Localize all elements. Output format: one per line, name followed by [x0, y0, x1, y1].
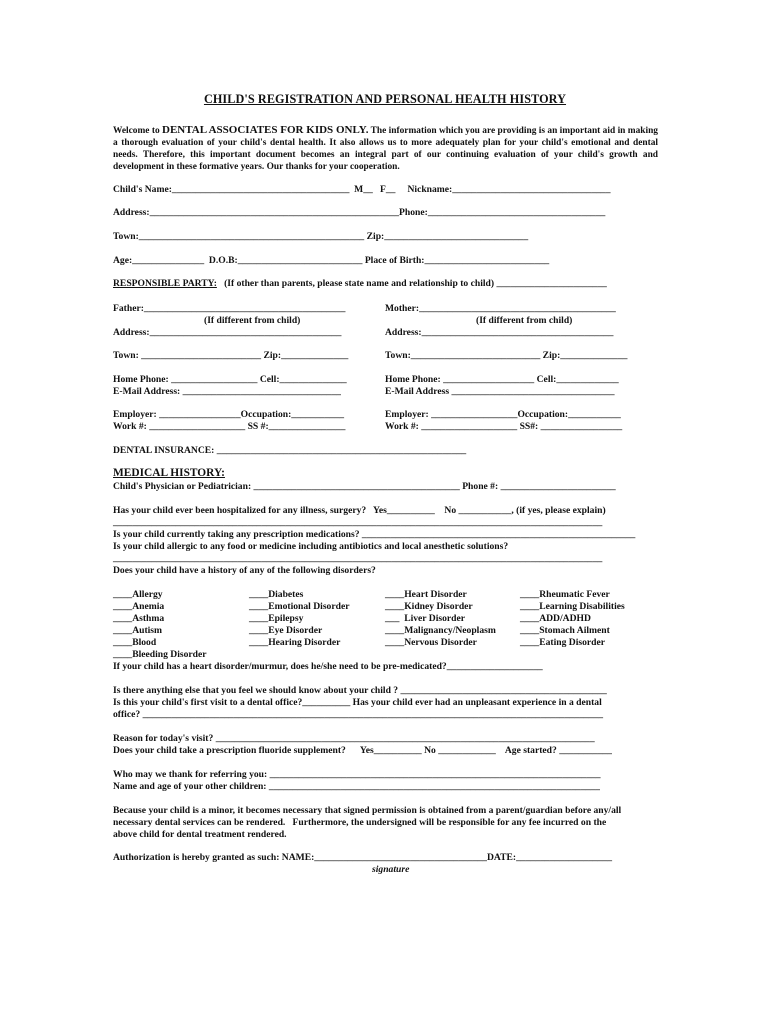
authorization-field[interactable]: Authorization is hereby granted as such: NAME:____________________________________DATE:____________________ — [113, 852, 613, 863]
mother-email-field[interactable]: E-Mail Address __________________________________ — [385, 386, 615, 397]
father-field[interactable]: Father:__________________________________________ — [113, 303, 346, 314]
intro-paragraph — [113, 124, 658, 173]
disorder-item[interactable]: ____Asthma — [113, 613, 165, 624]
address-phone-field[interactable]: Address:____________________________________________________Phone:_____________________________________ — [113, 207, 606, 218]
disorder-item[interactable]: ____Bleeding Disorder — [113, 649, 207, 660]
unpleasant-experience-line[interactable]: office? ________________________________________________________________________________________________ — [113, 709, 604, 720]
physician-field[interactable]: Child's Physician or Pediatrician: ___________________________________________ Phone #: ________________________ — [113, 481, 616, 492]
mother-field[interactable]: Mother:_________________________________________ — [385, 303, 616, 314]
disorder-item[interactable]: ____Anemia — [113, 601, 165, 612]
visit-reason-field[interactable]: Reason for today's visit? _______________________________________________________________________________ — [113, 733, 595, 744]
hospitalized-question[interactable]: Has your child ever been hospitalized for any illness, surgery? Yes__________ No ___________, (if yes, please explain) — [113, 505, 606, 516]
father-if-different-note: (If different from child) — [204, 315, 301, 326]
disorder-item[interactable]: ____Malignancy/Neoplasm — [385, 625, 496, 636]
form-title: CHILD'S REGISTRATION AND PERSONAL HEALTH HISTORY — [203, 92, 567, 106]
disorder-item[interactable]: ____Kidney Disorder — [385, 601, 473, 612]
disorder-item[interactable]: ____Allergy — [113, 589, 163, 600]
disorder-item[interactable]: ____Autism — [113, 625, 163, 636]
disorder-item[interactable]: ____Epilepsy — [249, 613, 304, 624]
consent-text-line: Because your child is a minor, it becomes necessary that signed permission is obtained from a parent/guardian before any/all — [113, 805, 622, 816]
disorder-item[interactable]: ____Hearing Disorder — [249, 637, 341, 648]
disorder-item[interactable]: ____Stomach Ailment — [520, 625, 610, 636]
referral-field[interactable]: Who may we thank for referring you: _____________________________________________________________________ — [113, 769, 601, 780]
disorder-item[interactable]: ___ Liver Disorder — [385, 613, 466, 624]
responsible-party-instructions: (If other than parents, please state name and relationship to child) _______________________ — [216, 278, 607, 289]
fluoride-question[interactable]: Does your child take a prescription fluoride supplement? Yes__________ No ____________ Age started? ___________ — [113, 745, 612, 756]
consent-text-line: above child for dental treatment rendered. — [113, 829, 287, 840]
mother-address-field[interactable]: Address:________________________________________ — [385, 327, 614, 338]
disorder-item[interactable]: ____Eye Disorder — [249, 625, 323, 636]
disorder-item[interactable]: ____Rheumatic Fever — [520, 589, 610, 600]
mother-home-phone-field[interactable]: Home Phone: ___________________ Cell:_____________ — [385, 374, 619, 385]
prescription-question[interactable]: Is your child currently taking any prescription medications? _________________________________________________________ — [113, 529, 636, 540]
consent-text-line: necessary dental services can be rendered. Furthermore, the undersigned will be responsible for any fee incurred on the — [113, 817, 607, 828]
child-name-field[interactable]: Child's Name:_____________________________________ M__ F__ Nickname:_________________________________ — [113, 184, 611, 195]
disorder-item[interactable]: ____Blood — [113, 637, 157, 648]
intro-welcome: Welcome to — [113, 126, 163, 136]
town-zip-field[interactable]: Town:_______________________________________________ Zip:______________________________ — [113, 231, 529, 242]
allergy-question: Is your child allergic to any food or medicine including antibiotics and local anesthetic solutions? — [113, 541, 509, 552]
intro-text: The information which you are providing is an important aid in making a thorough evaluation of your child's dental health. It also allows us to more adequately plan for your child's emotional and dental needs. Therefore, this important document becomes an integral part of our continuing evaluation of your child's growth and development in these formative years. Our thanks for your cooperation. — [113, 126, 658, 173]
father-employer-field[interactable]: Employer: _________________Occupation:___________ — [113, 409, 345, 420]
mother-employer-field[interactable]: Employer: __________________Occupation:___________ — [385, 409, 621, 420]
mother-town-zip-field[interactable]: Town:___________________________ Zip:______________ — [385, 350, 628, 361]
father-email-field[interactable]: E-Mail Address: _________________________________ — [113, 386, 341, 397]
heart-premedication-question[interactable]: If your child has a heart disorder/murmur, does he/she need to be pre-medicated?____________________ — [113, 661, 543, 672]
father-town-zip-field[interactable]: Town: _________________________ Zip:______________ — [113, 350, 349, 361]
responsible-party-heading: RESPONSIBLE PARTY: — [113, 278, 217, 289]
mother-if-different-note: (If different from child) — [476, 315, 573, 326]
disorder-item[interactable]: ____Eating Disorder — [520, 637, 606, 648]
allergy-answer-line[interactable]: ______________________________________________________________________________________________________ — [113, 553, 603, 564]
disorder-item[interactable]: ____Heart Disorder — [385, 589, 467, 600]
dental-insurance-field[interactable]: DENTAL INSURANCE: ____________________________________________________ — [113, 445, 467, 456]
disorder-item[interactable]: ____Learning Disabilities — [520, 601, 625, 612]
medical-history-heading: MEDICAL HISTORY: — [113, 467, 225, 479]
responsible-party-line[interactable] — [113, 278, 607, 290]
hospitalized-explain-line[interactable]: ______________________________________________________________________________________________________ — [113, 517, 603, 528]
disorders-question: Does your child have a history of any of the following disorders? — [113, 565, 376, 576]
disorder-item[interactable]: ____Emotional Disorder — [249, 601, 350, 612]
age-dob-field[interactable]: Age:_______________ D.O.B:__________________________ Place of Birth:__________________________ — [113, 255, 550, 266]
other-children-field[interactable]: Name and age of your other children: _____________________________________________________________________ — [113, 781, 600, 792]
father-address-field[interactable]: Address:________________________________________ — [113, 327, 342, 338]
mother-work-field[interactable]: Work #: ____________________ SS#: _________________ — [385, 421, 623, 432]
anything-else-question[interactable]: Is there anything else that you feel we should know about your child ? ___________________________________________ — [113, 685, 607, 696]
signature-caption: signature — [372, 864, 410, 875]
father-home-phone-field[interactable]: Home Phone: __________________ Cell:______________ — [113, 374, 347, 385]
disorder-item[interactable]: ____Diabetes — [249, 589, 304, 600]
disorder-item[interactable]: ____Nervous Disorder — [385, 637, 477, 648]
father-work-field[interactable]: Work #: ____________________ SS #:________________ — [113, 421, 346, 432]
practice-name: DENTAL ASSOCIATES FOR KIDS ONLY. — [162, 124, 369, 136]
disorder-item[interactable]: ____ADD/ADHD — [520, 613, 591, 624]
first-visit-question[interactable]: Is this your child's first visit to a dental office?__________ Has your child ever had an unpleasant experience in a dental — [113, 697, 602, 708]
